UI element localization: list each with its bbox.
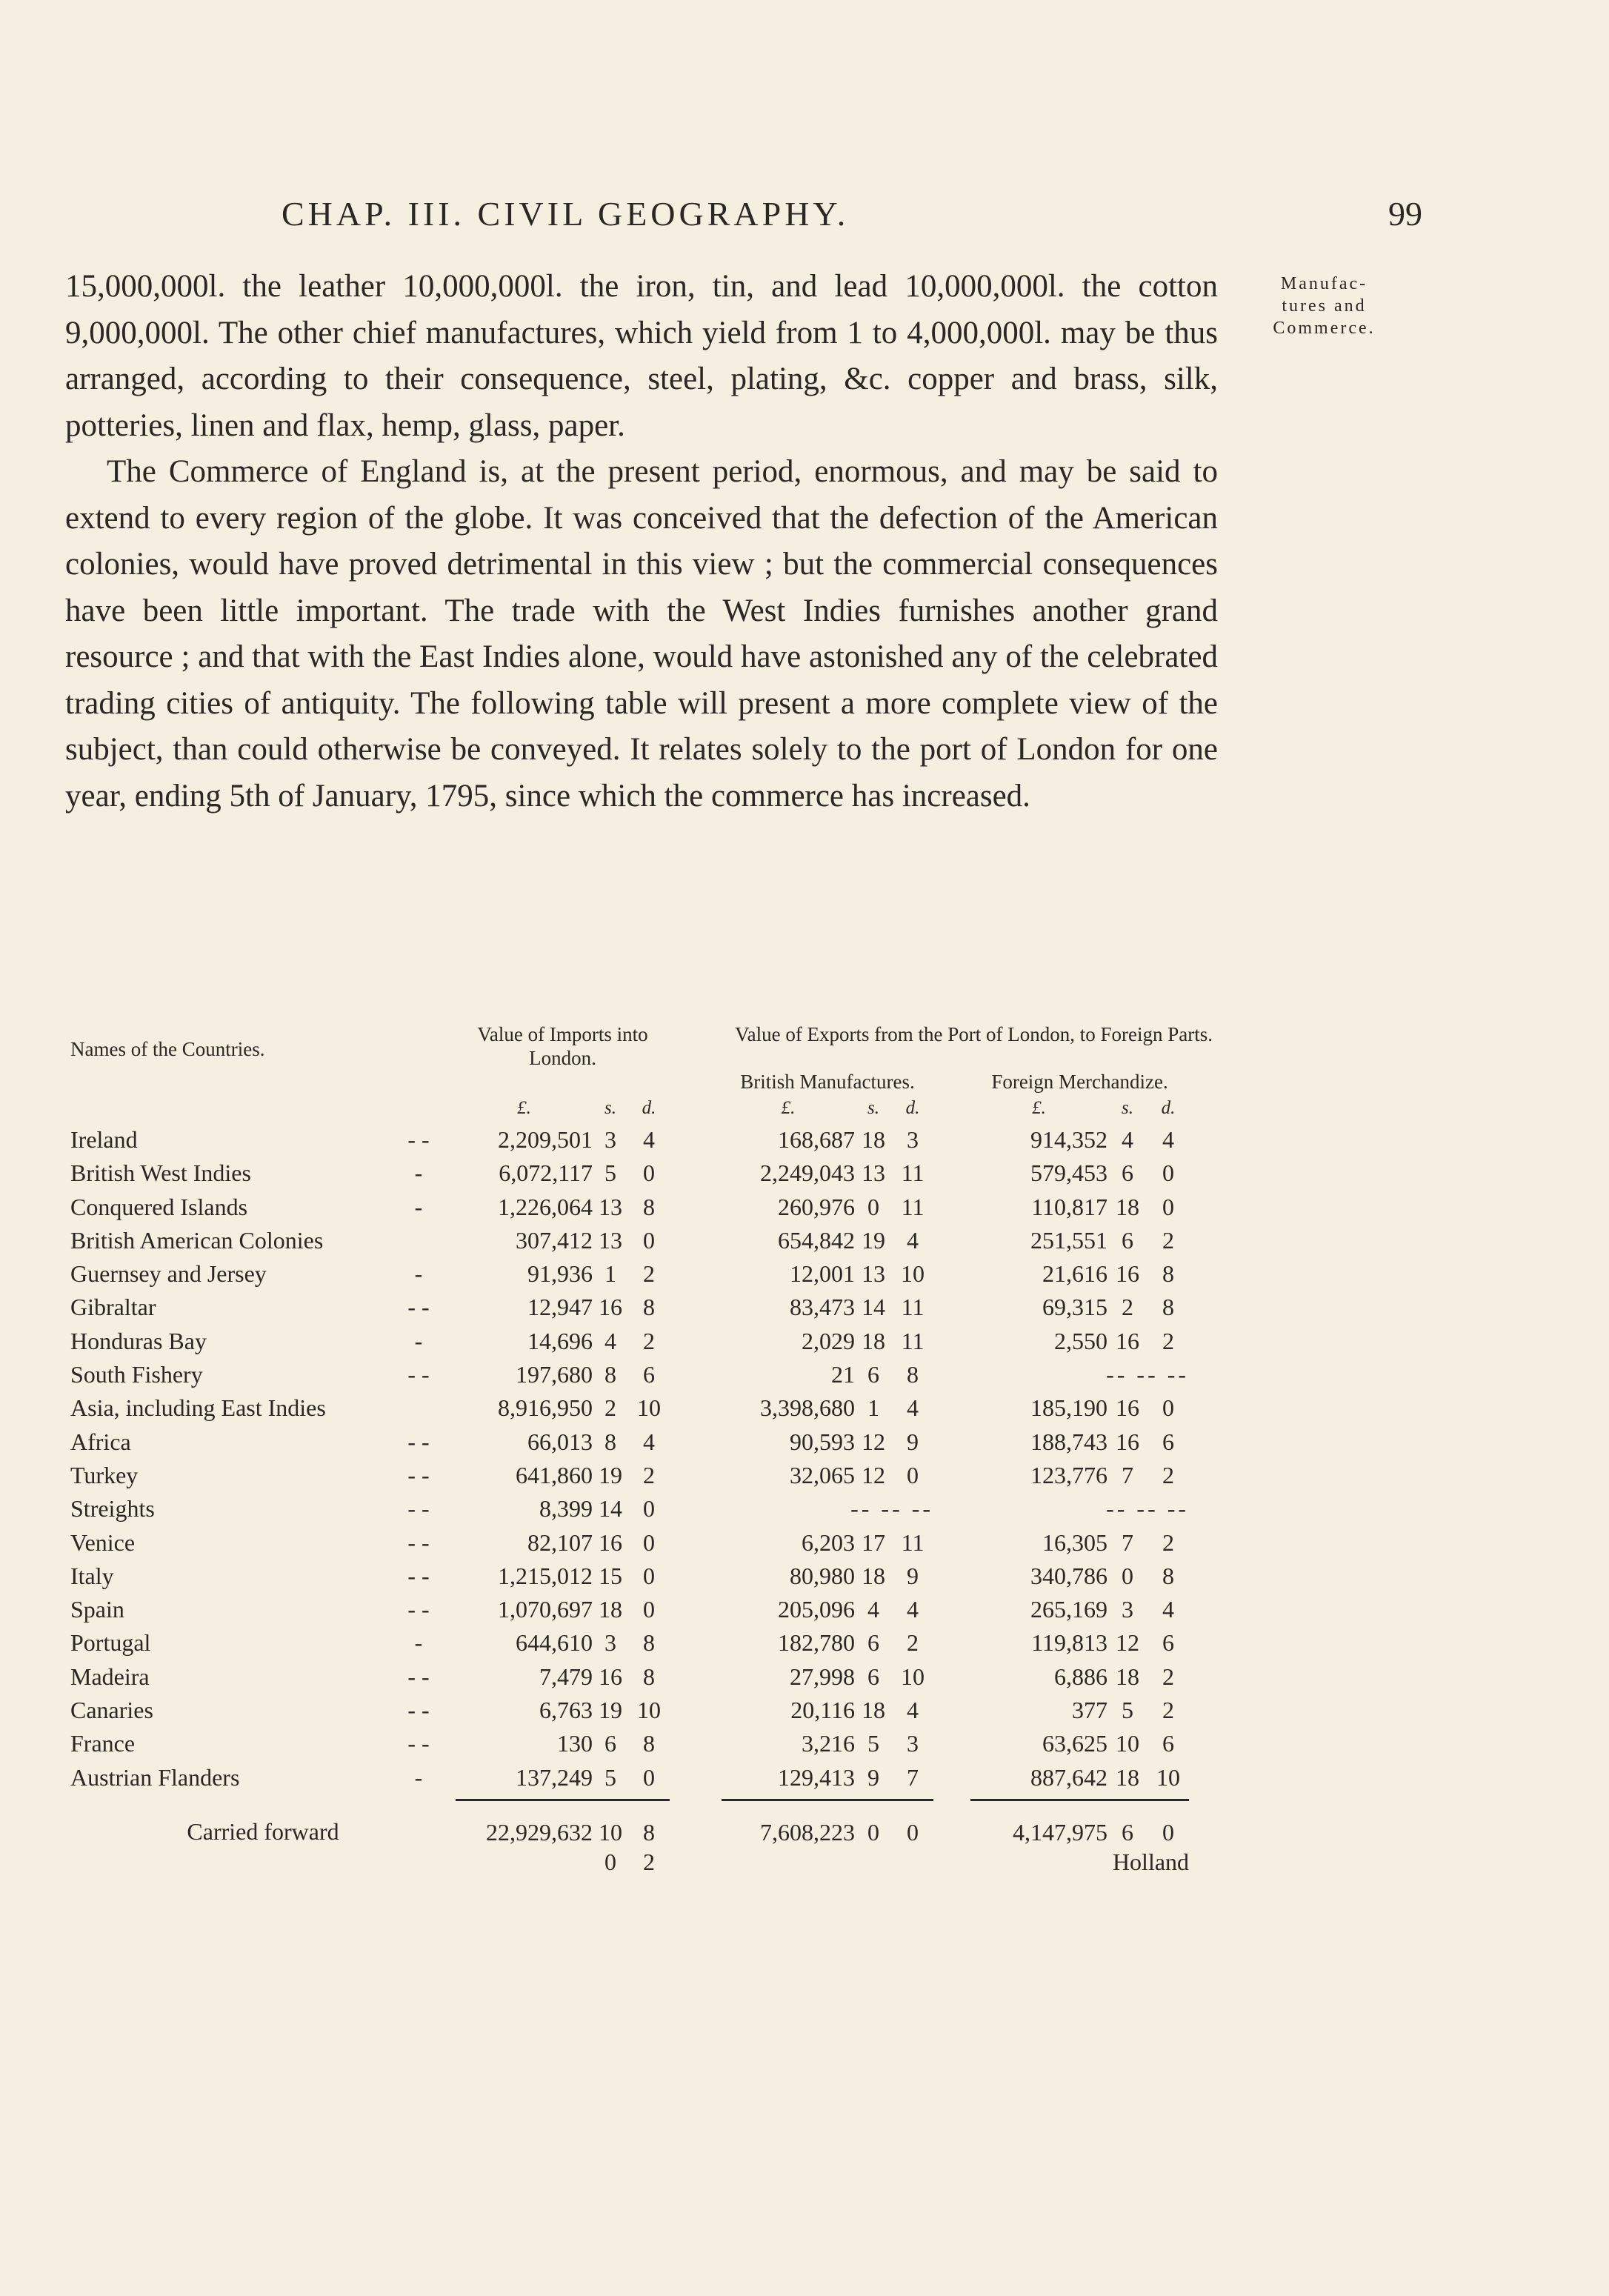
country-name: Ireland [70, 1126, 138, 1153]
foreign-pounds: 119,813 [1031, 1629, 1108, 1657]
country-name: Asia, including East Indies [70, 1394, 326, 1422]
foreign-empty: -- -- -- [1106, 1361, 1190, 1388]
paragraph: The Commerce of England is, at the present period, enormous, and may be said to extend to every region of the globe. It was conceived that the defection of the American colonies, would have proved detrimental in this view ; but the commercial consequences have been little important. The trade with the West Indies furnishes another grand resource ; and that with the East Indies alone, would have astonished any of the celebrated trading cities of antiquity. The following table will present a more complete view of the subject, than could otherwise be conveyed. It relates solely to the port of London for one year, ending 5th of January, 1795, since which the commerce has increased. [65, 454, 1218, 813]
british-shillings: 12 [862, 1461, 886, 1488]
unit-pence: d. [642, 1098, 656, 1118]
imports-pence: 8 [643, 1193, 656, 1220]
margin-note-line: Commerce. [1273, 319, 1376, 338]
margin-note-line: tures and [1282, 296, 1367, 316]
page-number: 99 [1388, 195, 1422, 233]
british-pounds: 3,216 [802, 1730, 856, 1757]
country-name: South Fishery [70, 1361, 203, 1388]
header-imports: Value of Imports into London. [477, 1023, 648, 1069]
imports-shillings: 3 [604, 1126, 617, 1153]
foreign-shillings: 16 [1116, 1260, 1140, 1288]
imports-pounds: 2,209,501 [498, 1126, 593, 1153]
british-pence: 10 [901, 1260, 925, 1288]
imports-shillings: 19 [599, 1697, 623, 1724]
british-pounds: 654,842 [778, 1226, 856, 1254]
country-name: Portugal [70, 1629, 151, 1657]
british-pence: 0 [907, 1461, 919, 1488]
header-names: Names of the Countries. [70, 1038, 265, 1060]
table-row [70, 1291, 1226, 1324]
foreign-pence: 2 [1162, 1528, 1175, 1556]
imports-pence: 0 [643, 1159, 656, 1187]
carried-foreign-shillings: 6 [1122, 1818, 1134, 1846]
table-row [70, 1391, 1226, 1425]
leader-dashes: - - [407, 1663, 430, 1690]
table-row [70, 1157, 1226, 1190]
british-shillings: 18 [862, 1562, 886, 1589]
imports-pence: 4 [643, 1428, 656, 1455]
country-name: Honduras Bay [70, 1327, 207, 1354]
british-pounds: 6,203 [802, 1528, 856, 1556]
british-pounds: 20,116 [790, 1697, 856, 1724]
imports-pence: 6 [643, 1361, 656, 1388]
british-shillings: 19 [862, 1226, 886, 1254]
table-row [70, 1123, 1226, 1157]
foreign-pounds: 185,190 [1030, 1394, 1108, 1422]
imports-shillings: 13 [599, 1193, 623, 1220]
imports-shillings: 16 [599, 1663, 623, 1690]
leader-dashes: - - [407, 1294, 430, 1321]
imports-pence: 4 [643, 1126, 656, 1153]
british-pence: 3 [907, 1730, 919, 1757]
foreign-shillings: 16 [1116, 1394, 1140, 1422]
country-name: Italy [70, 1562, 114, 1589]
imports-pounds: 307,412 [516, 1226, 593, 1254]
foreign-pence: 8 [1162, 1294, 1175, 1321]
foreign-pounds: 887,642 [1030, 1763, 1108, 1791]
foreign-shillings: 2 [1122, 1294, 1134, 1321]
british-pence: 10 [901, 1663, 925, 1690]
carried-foreign-pence: 0 [1162, 1818, 1175, 1846]
british-shillings: 4 [867, 1596, 880, 1623]
country-name: Gibraltar [70, 1294, 156, 1321]
british-pence: 11 [901, 1159, 925, 1187]
british-shillings: 18 [862, 1126, 886, 1153]
leader-dashes: - - [407, 1562, 430, 1589]
foreign-pounds: 21,616 [1042, 1260, 1108, 1288]
table-row [70, 1224, 1226, 1257]
foreign-pounds: 63,625 [1042, 1730, 1108, 1757]
british-pounds: 83,473 [790, 1294, 856, 1321]
catchword: Holland [1112, 1848, 1190, 1875]
imports-pounds: 6,072,117 [499, 1159, 593, 1187]
table-row [70, 1694, 1226, 1727]
imports-pounds: 1,215,012 [498, 1562, 593, 1589]
leader-dashes: - - [407, 1495, 430, 1523]
carried-british-shillings: 0 [867, 1818, 880, 1846]
foreign-shillings: 16 [1116, 1428, 1140, 1455]
british-shillings: 6 [867, 1663, 880, 1690]
british-pounds: 2,249,043 [760, 1159, 856, 1187]
leader-dashes [382, 1391, 456, 1425]
imports-pence: 0 [643, 1596, 656, 1623]
carried-british-pence: 0 [907, 1818, 919, 1846]
header-foreign: Foreign Merchandize. [991, 1071, 1168, 1093]
foreign-pounds: 110,817 [1031, 1193, 1108, 1220]
table-row [70, 1526, 1226, 1560]
british-shillings: 13 [862, 1159, 886, 1187]
header-exports: Value of Exports from the Port of London, to Foreign Parts. [735, 1023, 1213, 1045]
table-row [70, 1660, 1226, 1694]
british-pounds: 21 [831, 1361, 856, 1388]
foreign-pence: 0 [1162, 1193, 1175, 1220]
unit-shilling: s. [867, 1098, 880, 1118]
british-shillings: 0 [867, 1193, 880, 1220]
foreign-pounds: 188,743 [1030, 1428, 1108, 1455]
foreign-pounds: 340,786 [1030, 1562, 1108, 1589]
imports-pence: 0 [643, 1495, 656, 1523]
british-pounds: 182,780 [778, 1629, 856, 1657]
imports-shillings: 14 [599, 1495, 623, 1523]
foreign-pence: 2 [1162, 1663, 1175, 1690]
carried-british-pounds: 7,608,223 [760, 1818, 856, 1846]
imports-pence: 0 [643, 1562, 656, 1589]
british-pence: 2 [907, 1629, 919, 1657]
imports-shillings: 3 [604, 1629, 617, 1657]
british-pence: 11 [901, 1528, 925, 1556]
british-pounds: 205,096 [778, 1596, 856, 1623]
british-pence: 9 [907, 1428, 919, 1455]
country-name: Canaries [70, 1697, 153, 1724]
unit-row [70, 1094, 1226, 1123]
foreign-shillings: 18 [1116, 1763, 1140, 1791]
foreign-pounds: 377 [1072, 1697, 1108, 1724]
table-subheader [70, 1070, 1226, 1094]
table-row [70, 1626, 1226, 1660]
british-pence: 11 [901, 1193, 925, 1220]
imports-shillings: 5 [604, 1763, 617, 1791]
foreign-pence: 10 [1156, 1763, 1181, 1791]
table-row [70, 1727, 1226, 1760]
british-pounds: 12,001 [790, 1260, 856, 1288]
imports-pounds: 12,947 [527, 1294, 593, 1321]
carried-extra-pence: 2 [643, 1848, 656, 1875]
imports-pence: 8 [643, 1730, 656, 1757]
british-pence: 4 [907, 1697, 919, 1724]
british-pounds: 32,065 [790, 1461, 856, 1488]
foreign-pounds: 251,551 [1030, 1226, 1108, 1254]
foreign-shillings: 16 [1116, 1327, 1140, 1354]
running-header [185, 194, 1422, 246]
british-shillings: 5 [867, 1730, 880, 1757]
imports-pence: 8 [643, 1663, 656, 1690]
country-name: British West Indies [70, 1159, 251, 1187]
british-shillings: 14 [862, 1294, 886, 1321]
imports-pence: 8 [643, 1629, 656, 1657]
foreign-pence: 4 [1162, 1596, 1175, 1623]
imports-pence: 0 [643, 1226, 656, 1254]
british-pence: 7 [907, 1763, 919, 1791]
imports-pence: 10 [637, 1697, 662, 1724]
leader-dashes: - [414, 1629, 423, 1657]
imports-pounds: 197,680 [516, 1361, 593, 1388]
foreign-shillings: 18 [1116, 1193, 1140, 1220]
imports-pounds: 1,226,064 [498, 1193, 593, 1220]
foreign-pounds: 123,776 [1030, 1461, 1108, 1488]
foreign-pence: 2 [1162, 1327, 1175, 1354]
table-row [70, 1191, 1226, 1224]
country-name: Africa [70, 1428, 131, 1455]
leader-dashes: - - [407, 1596, 430, 1623]
leader-dashes: - - [407, 1697, 430, 1724]
table-row [70, 1492, 1226, 1525]
table-row [70, 1425, 1226, 1459]
imports-pounds: 14,696 [527, 1327, 593, 1354]
british-pence: 4 [907, 1596, 919, 1623]
imports-shillings: 4 [604, 1327, 617, 1354]
foreign-shillings: 7 [1122, 1528, 1134, 1556]
british-shillings: 9 [867, 1763, 880, 1791]
leader-dashes: - [414, 1193, 423, 1220]
imports-pence: 8 [643, 1294, 656, 1321]
imports-shillings: 2 [604, 1394, 617, 1422]
imports-pounds: 66,013 [527, 1428, 593, 1455]
unit-pence: d. [1161, 1098, 1176, 1118]
imports-shillings: 6 [604, 1730, 617, 1757]
imports-shillings: 15 [599, 1562, 623, 1589]
table-row [70, 1358, 1226, 1391]
imports-pounds: 91,936 [527, 1260, 593, 1288]
british-shillings: 6 [867, 1629, 880, 1657]
country-name: Conquered Islands [70, 1193, 248, 1220]
imports-pounds: 8,399 [539, 1495, 593, 1523]
imports-pounds: 641,860 [516, 1461, 593, 1488]
imports-pence: 10 [637, 1394, 662, 1422]
carried-extra-shillings: 0 [604, 1848, 617, 1875]
carried-imports-pounds: 22,929,632 [486, 1818, 593, 1846]
foreign-pounds: 265,169 [1030, 1596, 1108, 1623]
leader-dashes: - - [407, 1528, 430, 1556]
foreign-shillings: 0 [1122, 1562, 1134, 1589]
leader-dashes: - - [407, 1361, 430, 1388]
country-name: Austrian Flanders [70, 1763, 240, 1791]
table-row [70, 1459, 1226, 1492]
imports-pounds: 8,916,950 [498, 1394, 593, 1422]
british-pounds: 260,976 [778, 1193, 856, 1220]
foreign-shillings: 6 [1122, 1226, 1134, 1254]
header-british: British Manufactures. [740, 1071, 915, 1093]
british-pounds: 168,687 [778, 1126, 856, 1153]
leader-dashes: - - [407, 1730, 430, 1757]
foreign-pounds: 579,453 [1030, 1159, 1108, 1187]
british-pounds: 3,398,680 [760, 1394, 856, 1422]
country-name: Venice [70, 1528, 136, 1556]
country-name: Spain [70, 1596, 124, 1623]
foreign-pence: 6 [1162, 1428, 1175, 1455]
unit-pence: d. [905, 1098, 920, 1118]
british-pounds: 2,029 [802, 1327, 856, 1354]
imports-pounds: 137,249 [516, 1763, 593, 1791]
table-row [70, 1560, 1226, 1593]
sum-rule [70, 1794, 1226, 1800]
british-shillings: 18 [862, 1327, 886, 1354]
british-shillings: 18 [862, 1697, 886, 1724]
imports-pence: 0 [643, 1528, 656, 1556]
foreign-pounds: 16,305 [1042, 1528, 1108, 1556]
foreign-pounds: 2,550 [1054, 1327, 1108, 1354]
country-name: British American Colonies [70, 1226, 324, 1254]
leader-dashes: - - [407, 1461, 430, 1488]
imports-pence: 2 [643, 1260, 656, 1288]
imports-pounds: 644,610 [516, 1629, 593, 1657]
foreign-shillings: 10 [1116, 1730, 1140, 1757]
british-empty: -- -- -- [850, 1495, 934, 1523]
foreign-pence: 4 [1162, 1126, 1175, 1153]
british-pounds: 90,593 [790, 1428, 856, 1455]
imports-shillings: 1 [604, 1260, 617, 1288]
table-row [70, 1257, 1226, 1291]
foreign-shillings: 18 [1116, 1663, 1140, 1690]
foreign-shillings: 6 [1122, 1159, 1134, 1187]
imports-pounds: 130 [557, 1730, 593, 1757]
margin-note [1245, 273, 1404, 339]
british-pence: 8 [907, 1361, 919, 1388]
british-shillings: 1 [867, 1394, 880, 1422]
table-row [70, 1761, 1226, 1794]
imports-pence: 0 [643, 1763, 656, 1791]
foreign-pence: 8 [1162, 1260, 1175, 1288]
foreign-pence: 6 [1162, 1629, 1175, 1657]
leader-dashes: - - [407, 1428, 430, 1455]
unit-pound: £. [1032, 1098, 1046, 1118]
chapter-title: CHAP. III. CIVIL GEOGRAPHY. [282, 195, 850, 233]
leader-dashes: - [414, 1260, 423, 1288]
table-header [70, 1022, 1226, 1070]
leader-dashes: - [414, 1327, 423, 1354]
british-pounds: 80,980 [790, 1562, 856, 1589]
table-row [70, 1325, 1226, 1358]
foreign-pence: 2 [1162, 1697, 1175, 1724]
british-pence: 3 [907, 1126, 919, 1153]
british-pounds: 27,998 [790, 1663, 856, 1690]
unit-pound: £. [517, 1098, 531, 1118]
carried-imports-pence: 8 [643, 1818, 656, 1846]
table-row [70, 1593, 1226, 1626]
leader-dashes: - - [407, 1126, 430, 1153]
trade-table [70, 1022, 1226, 1877]
leader-dashes: - [414, 1159, 423, 1187]
foreign-pounds: 69,315 [1042, 1294, 1108, 1321]
foreign-shillings: 5 [1122, 1697, 1134, 1724]
british-pence: 11 [901, 1294, 925, 1321]
country-name: France [70, 1730, 136, 1757]
paragraph: 15,000,000l. the leather 10,000,000l. the iron, tin, and lead 10,000,000l. the cotton 9,000,000l. The other chief manufactures, which yield from 1 to 4,000,000l. may be thus arranged, according to their consequence, steel, plating, &c. copper and brass, silk, potteries, linen and flax, hemp, glass, paper. [65, 269, 1218, 443]
leader-dashes [382, 1224, 456, 1257]
foreign-pence: 2 [1162, 1461, 1175, 1488]
foreign-pence: 8 [1162, 1562, 1175, 1589]
foreign-pence: 6 [1162, 1730, 1175, 1757]
foreign-shillings: 7 [1122, 1461, 1134, 1488]
carried-foreign-pounds: 4,147,975 [1013, 1818, 1108, 1846]
foreign-pounds: 914,352 [1030, 1126, 1108, 1153]
imports-shillings: 5 [604, 1159, 617, 1187]
imports-shillings: 8 [604, 1361, 617, 1388]
leader-dashes: - [414, 1763, 423, 1791]
imports-pence: 2 [643, 1461, 656, 1488]
british-pence: 11 [901, 1327, 925, 1354]
british-pence: 4 [907, 1226, 919, 1254]
british-shillings: 17 [862, 1528, 886, 1556]
imports-pounds: 6,763 [539, 1697, 593, 1724]
foreign-shillings: 3 [1122, 1596, 1134, 1623]
imports-pence: 2 [643, 1327, 656, 1354]
unit-pound: £. [781, 1098, 796, 1118]
foreign-pence: 0 [1162, 1394, 1175, 1422]
carried-extra-row [70, 1847, 1226, 1877]
imports-shillings: 13 [599, 1226, 623, 1254]
foreign-shillings: 12 [1116, 1629, 1140, 1657]
british-pounds: 129,413 [778, 1763, 856, 1791]
imports-pounds: 82,107 [527, 1528, 593, 1556]
british-shillings: 12 [862, 1428, 886, 1455]
british-shillings: 13 [862, 1260, 886, 1288]
country-name: Streights [70, 1495, 155, 1523]
imports-shillings: 19 [599, 1461, 623, 1488]
imports-shillings: 16 [599, 1294, 623, 1321]
foreign-pounds: 6,886 [1054, 1663, 1108, 1690]
carried-forward-label: Carried forward [187, 1818, 339, 1846]
imports-pounds: 7,479 [539, 1663, 593, 1690]
imports-shillings: 16 [599, 1528, 623, 1556]
imports-shillings: 8 [604, 1428, 617, 1455]
country-name: Madeira [70, 1663, 150, 1690]
unit-shilling: s. [604, 1098, 616, 1118]
carried-forward-row [70, 1800, 1226, 1847]
unit-shilling: s. [1122, 1098, 1134, 1118]
country-name: Turkey [70, 1461, 139, 1488]
foreign-pence: 2 [1162, 1226, 1175, 1254]
british-pence: 4 [907, 1394, 919, 1422]
carried-imports-shillings: 10 [599, 1818, 623, 1846]
body-text [65, 264, 1218, 819]
british-shillings: 6 [867, 1361, 880, 1388]
foreign-shillings: 4 [1122, 1126, 1134, 1153]
foreign-empty: -- -- -- [1106, 1495, 1190, 1523]
foreign-pence: 0 [1162, 1159, 1175, 1187]
imports-pounds: 1,070,697 [498, 1596, 593, 1623]
british-pence: 9 [907, 1562, 919, 1589]
country-name: Guernsey and Jersey [70, 1260, 267, 1288]
margin-note-line: Manufac- [1280, 274, 1368, 293]
imports-shillings: 18 [599, 1596, 623, 1623]
